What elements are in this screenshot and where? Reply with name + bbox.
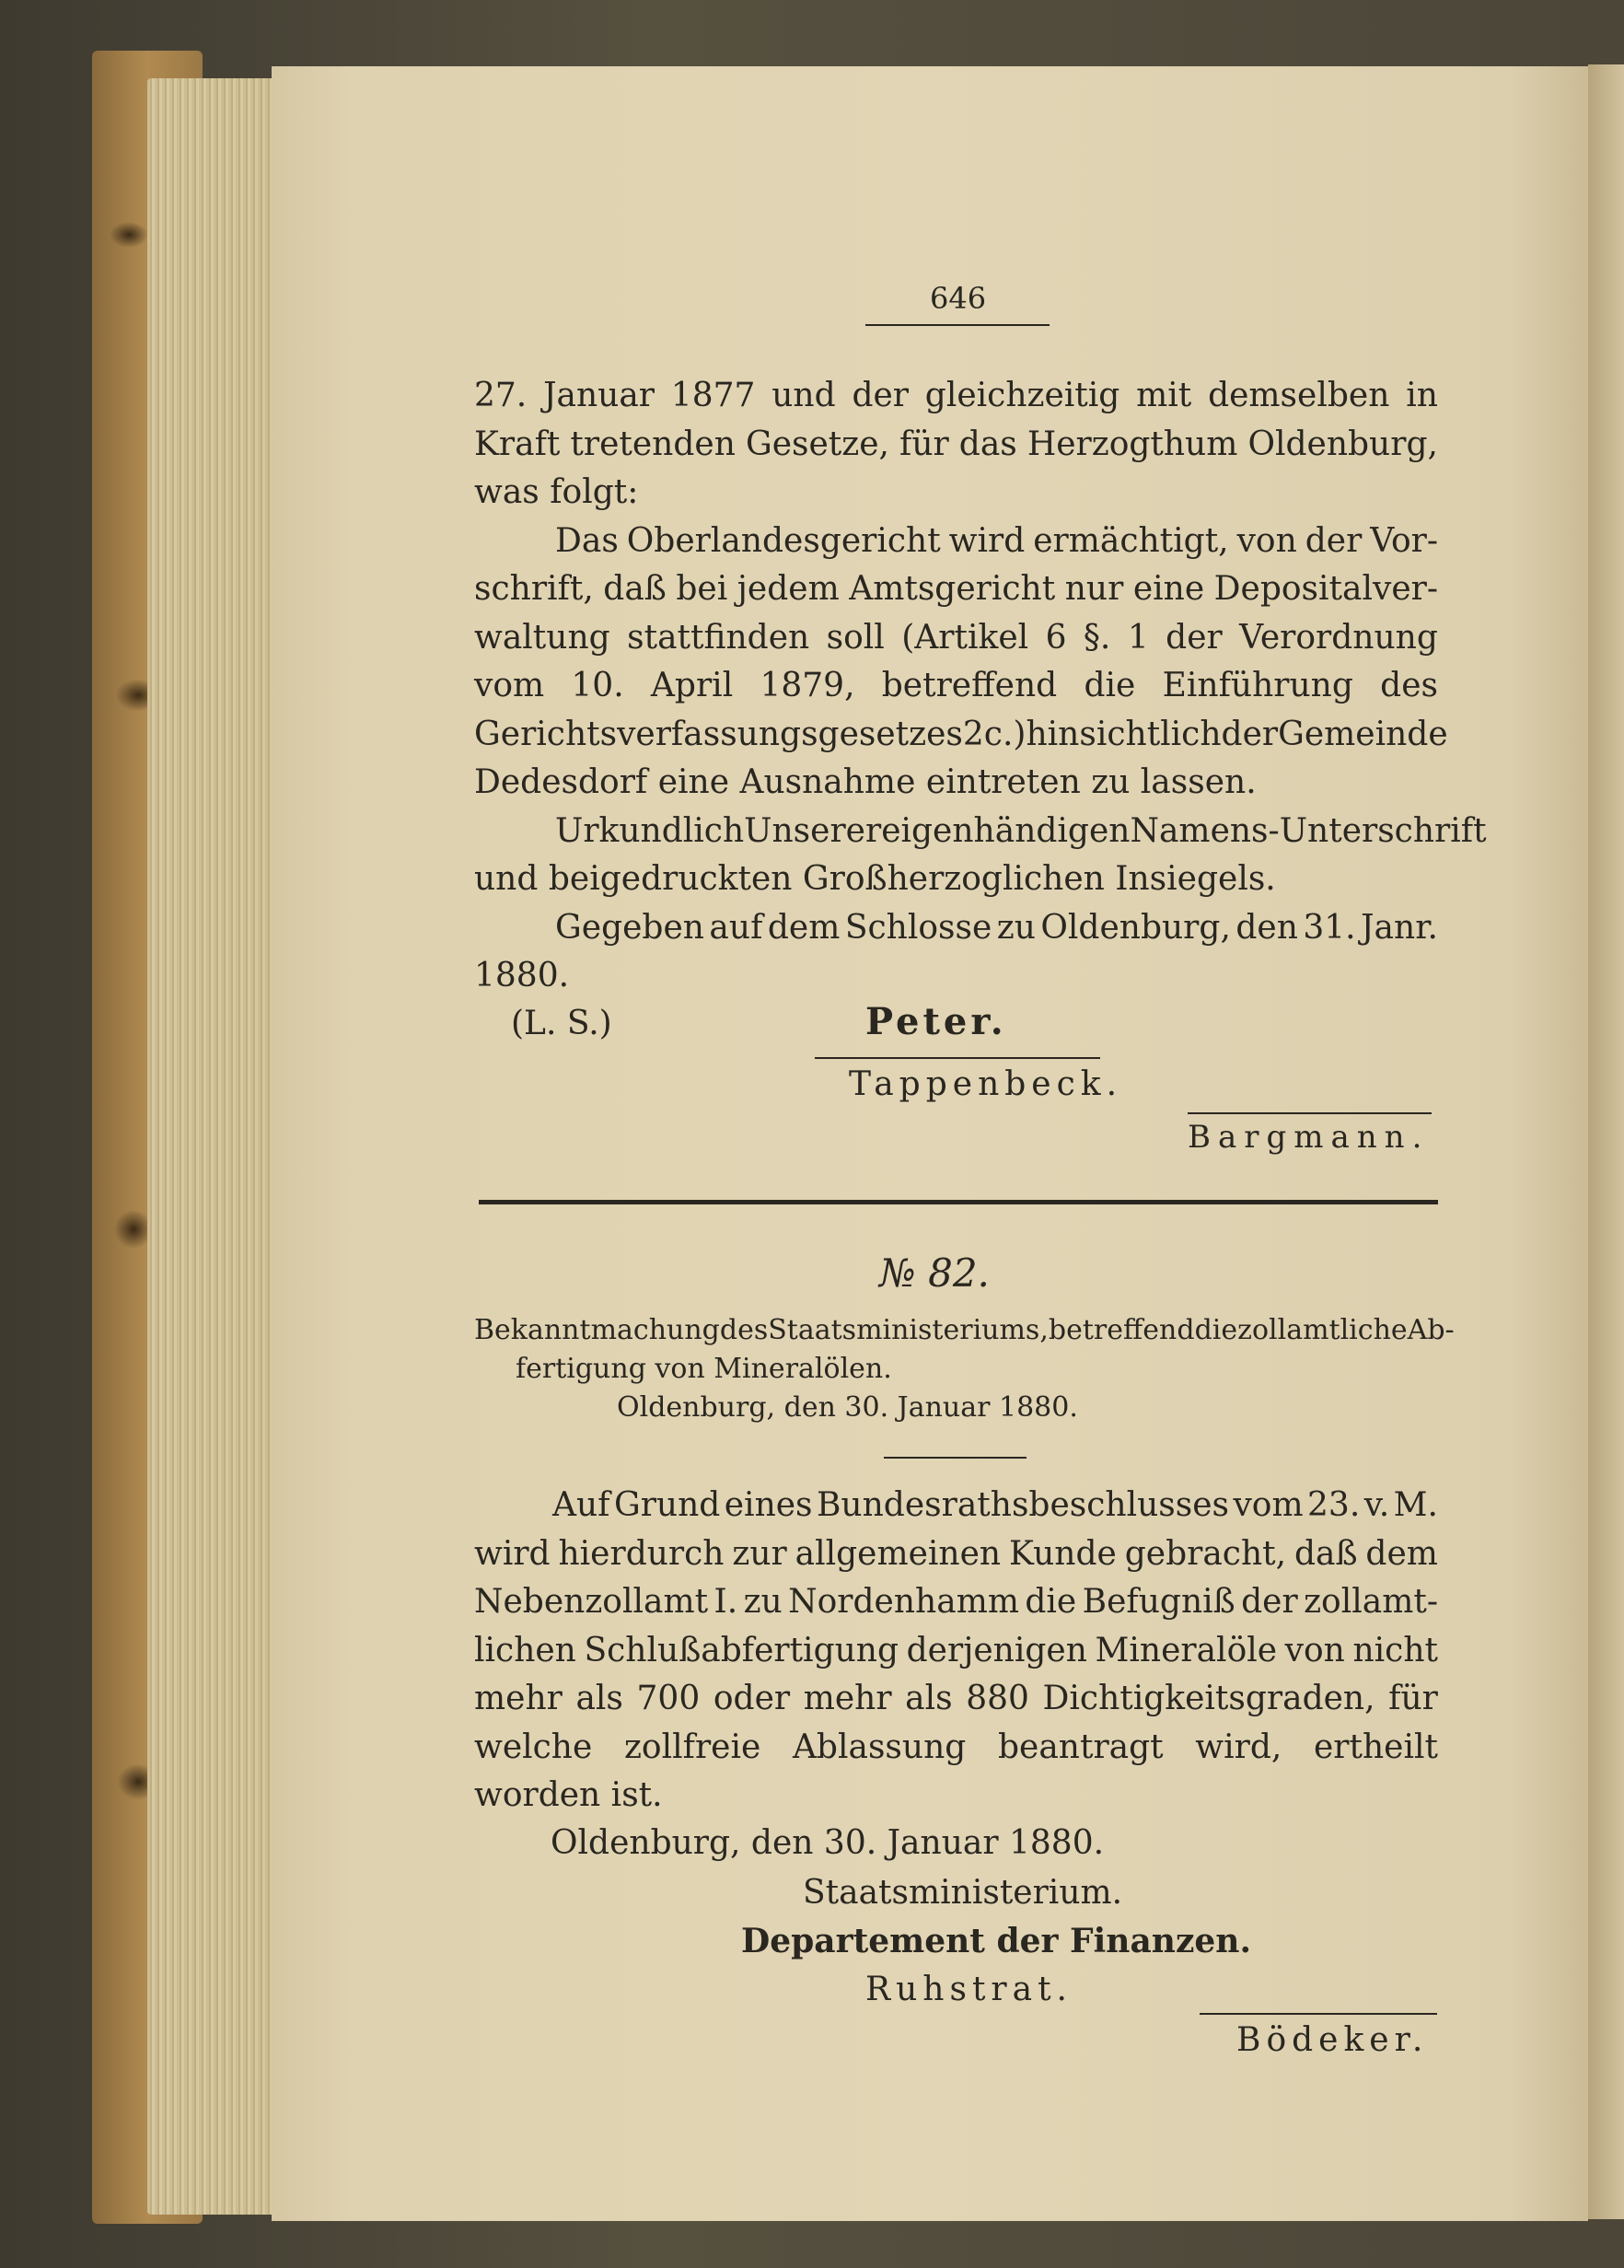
notice-authority: Staatsministerium. <box>803 1874 1123 1912</box>
decree-line: Dedesdorf eine Ausnahme eintreten zu lassen. <box>474 763 1257 801</box>
notice-line: worden ist. <box>474 1776 663 1814</box>
decree-line: Gegeben auf dem Schlosse zu Oldenburg, den 31. Janr. <box>555 908 1438 947</box>
notice-department: Departement der Finanzen. <box>741 1922 1251 1960</box>
notice-heading-date: Oldenburg, den 30. Januar 1880. <box>617 1391 1078 1424</box>
notice-place-date: Oldenburg, den 30. Januar 1880. <box>551 1824 1105 1862</box>
signature-boedeker: Bödeker. <box>1236 2021 1429 2059</box>
notice-line: welche zollfreie Ablassung beantragt wird, ertheilt <box>474 1727 1438 1766</box>
section-separator <box>479 1200 1438 1204</box>
notice-line: wird hierdurch zur allgemeinen Kunde gebracht, daß dem <box>474 1534 1438 1573</box>
signature-rule-2 <box>1188 1112 1432 1114</box>
signature-rule-1 <box>815 1057 1100 1059</box>
decree-line: vom 10. April 1879, betreffend die Einführung des <box>474 667 1438 704</box>
notice-line: Auf Grund eines Bundesrathsbeschlusses vom 23. v. M. <box>552 1486 1438 1524</box>
signature-peter: Peter. <box>865 1000 1007 1043</box>
notice-line: Nebenzollamt I. zu Nordenhamm die Befugniß der zollamt- <box>474 1583 1438 1621</box>
page-number: 646 <box>930 281 987 316</box>
notice-heading-rule <box>884 1457 1027 1459</box>
decree-line: Urkundlich Unserer eigenhändigen Namens-Unterschrift <box>555 811 1487 850</box>
decree-line: 27. Januar 1877 und der gleichzeitig mit demselben in <box>474 377 1438 414</box>
decree-line: was folgt: <box>474 473 639 511</box>
decree-line: und beigedruckten Großherzoglichen Insiegels. <box>474 860 1276 898</box>
page-edges <box>147 78 276 2215</box>
seal-mark: (L. S.) <box>511 1005 612 1042</box>
notice-line: mehr als 700 oder mehr als 880 Dichtigkeitsgraden, für <box>474 1680 1438 1717</box>
signature-bargmann: Bargmann. <box>1188 1119 1430 1156</box>
signature-ruhstrat: Ruhstrat. <box>865 1971 1073 2008</box>
signature-rule-3 <box>1200 2013 1437 2015</box>
notice-line: lichen Schlußabfertigung derjenigen Mineralöle von nicht <box>474 1631 1438 1669</box>
decree-line: 1880. <box>474 957 570 994</box>
decree-line: Kraft tretenden Gesetze, für das Herzogthum Oldenburg, <box>474 425 1438 463</box>
notice-heading-line1: Bekanntmachung des Staatsministeriums, betreffend die zollamtliche Ab- <box>474 1314 1455 1346</box>
decree-line: schrift, daß bei jedem Amtsgericht nur eine Depositalver- <box>474 570 1438 608</box>
decree-line: Gerichtsverfassungsgesetzes 2c.) hinsichtlich der Gemeinde <box>474 715 1448 753</box>
decree-line: waltung stattfinden soll (Artikel 6 §. 1 der Verordnung <box>474 618 1438 657</box>
notice-number: № 82. <box>879 1250 990 1296</box>
signature-tappenbeck: Tappenbeck. <box>849 1065 1123 1103</box>
notice-heading-line2: fertigung von Mineralölen. <box>516 1353 892 1385</box>
decree-line: Das Oberlandesgericht wird ermächtigt, von der Vor- <box>555 521 1438 560</box>
facing-page-edge <box>1588 64 1624 2219</box>
page-number-rule <box>865 324 1050 326</box>
